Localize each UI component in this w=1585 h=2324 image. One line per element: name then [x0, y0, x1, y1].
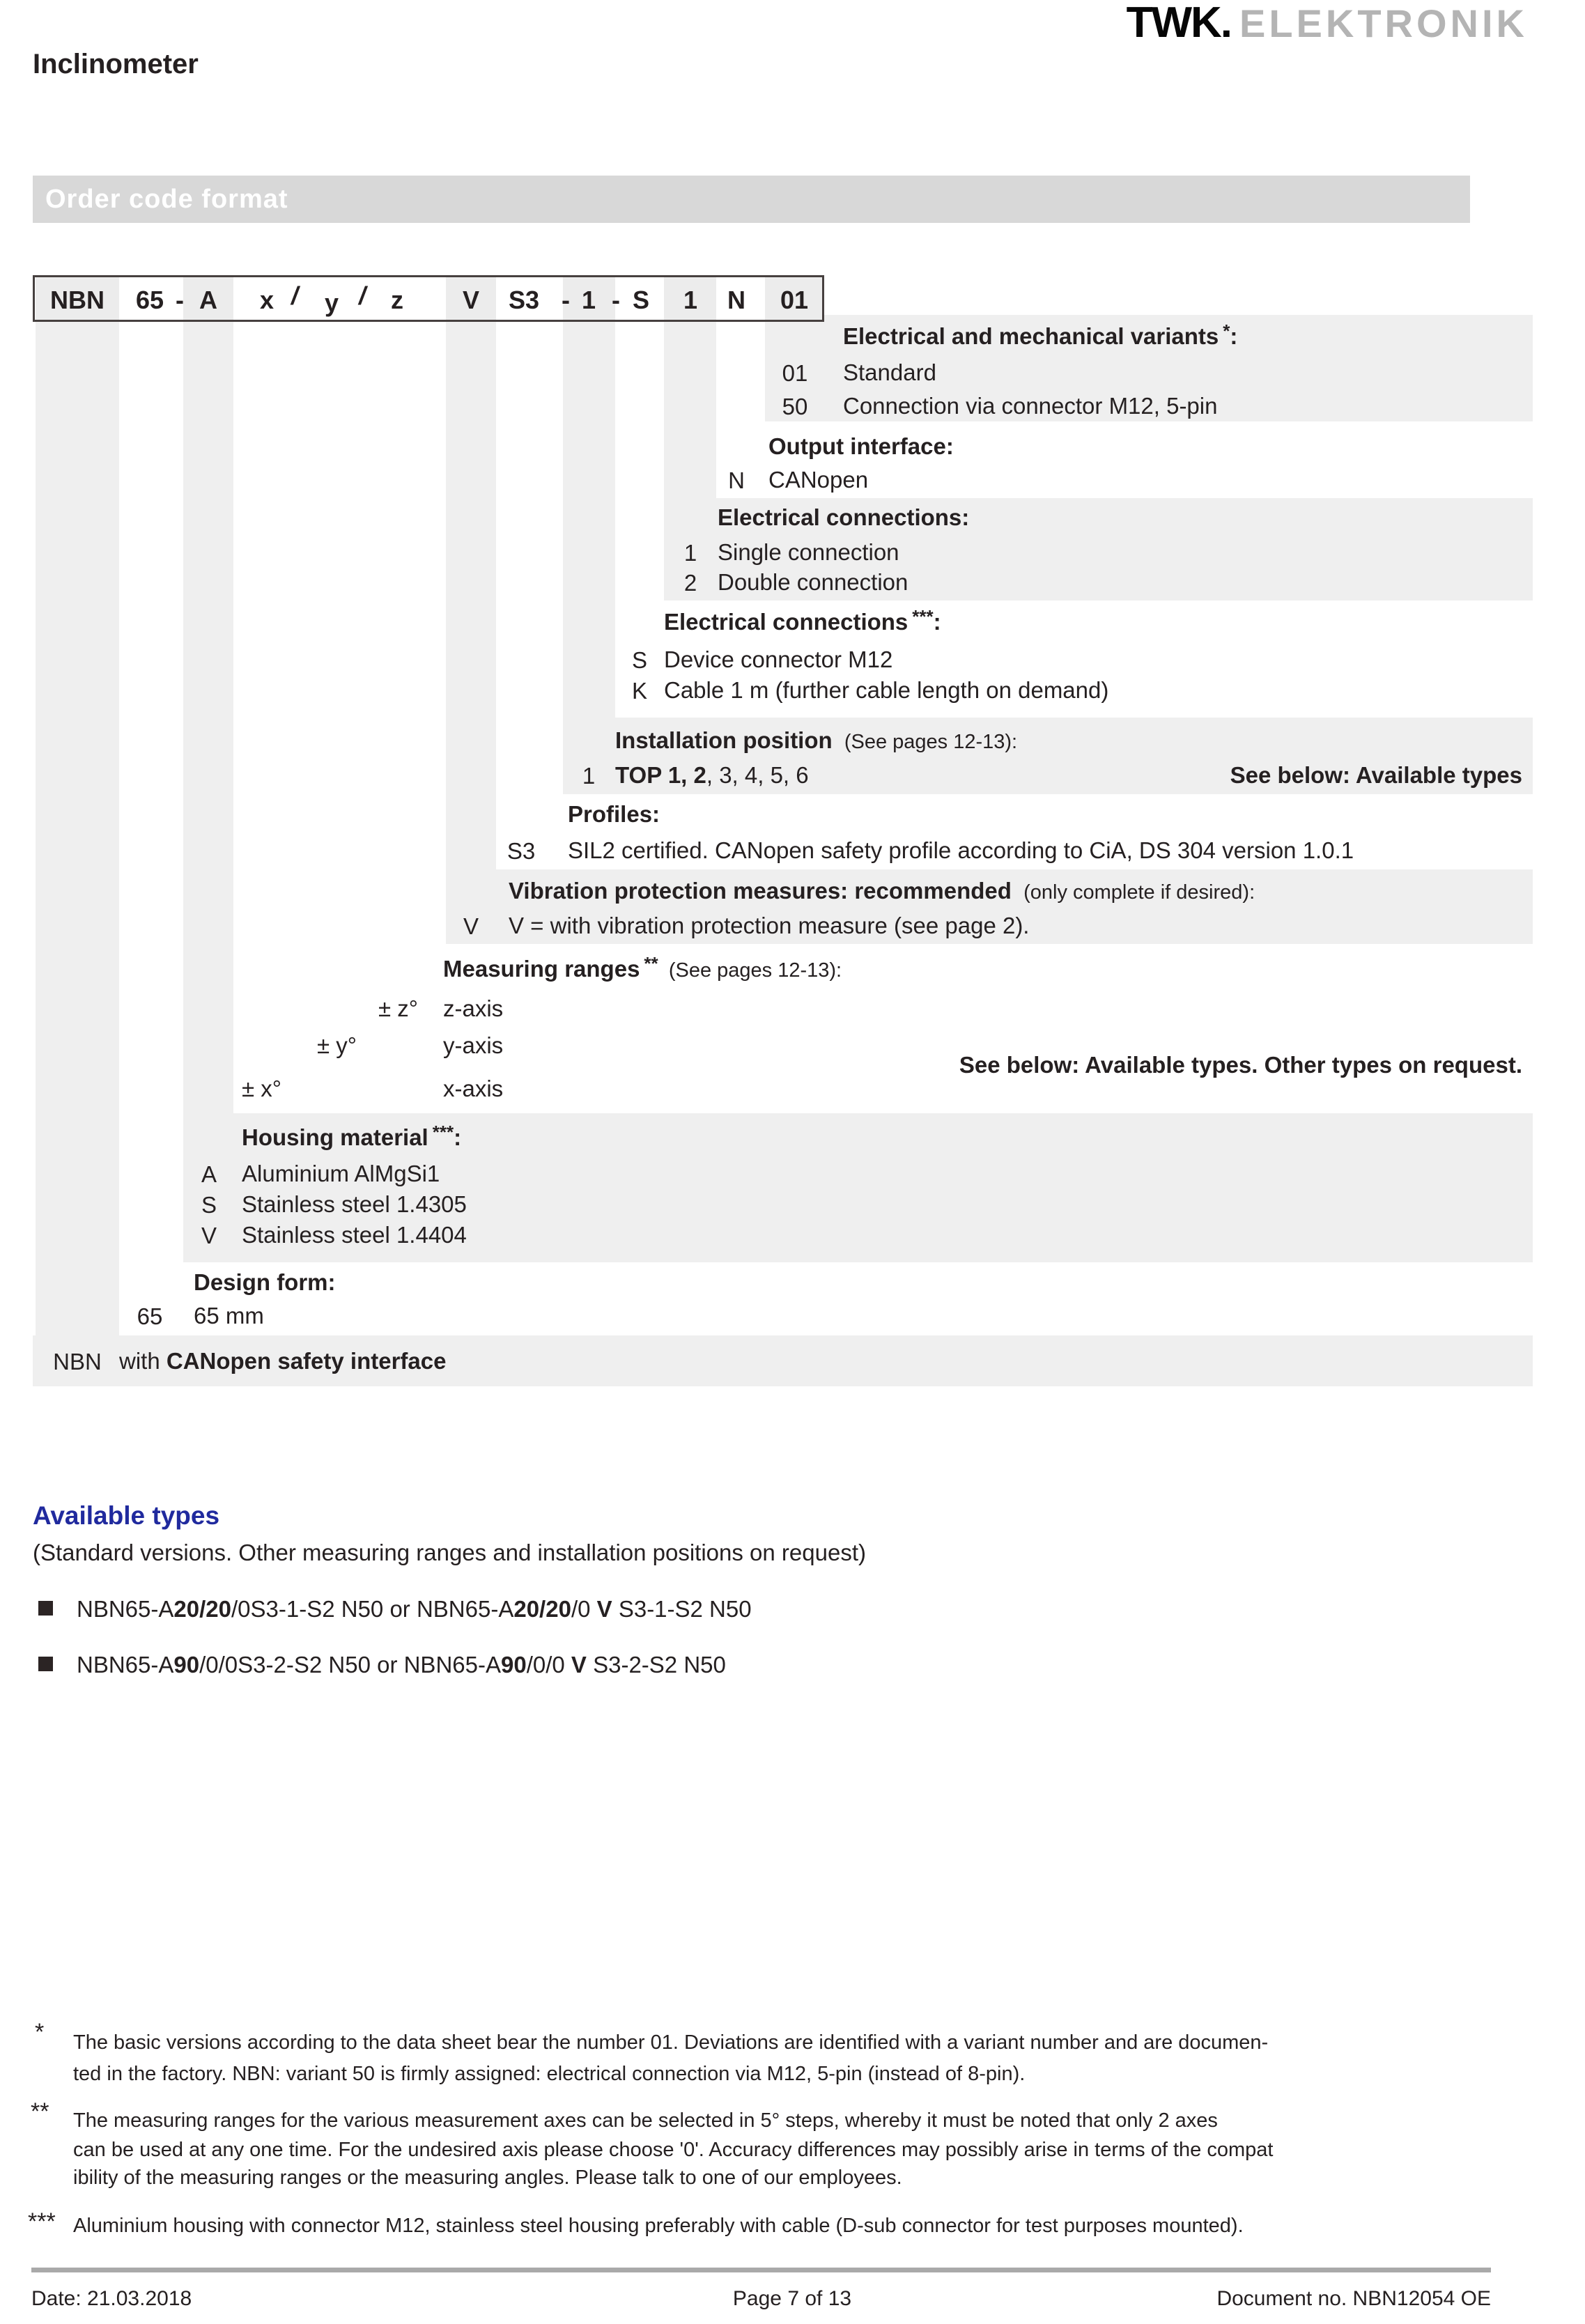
code-n: N — [727, 286, 745, 314]
stripe-housing — [183, 322, 233, 1113]
nbn-row-code: NBN — [53, 1349, 102, 1374]
code-dash3: - — [612, 286, 620, 314]
footer-divider — [31, 2268, 1491, 2272]
footer-date: Date: 21.03.2018 — [31, 2287, 192, 2310]
code-slash2: / — [358, 281, 366, 310]
page-title: Inclinometer — [33, 49, 199, 79]
elec-item-text: Single connection — [718, 539, 899, 565]
code-dash2: - — [562, 286, 570, 314]
vibration-title: Vibration protection measures: recommended (only complete if desired): — [509, 878, 1255, 904]
logo-elektronik-text: ELEKTRONIK — [1239, 1, 1528, 45]
logo-twk-text: TWK. — [1126, 0, 1231, 47]
code-65: 65 — [135, 286, 164, 314]
available-types-heading: Available types — [33, 1501, 220, 1530]
elec3-item-code: K — [631, 678, 648, 704]
available-type-2: NBN65-A90/0/0S3-2-S2 N50 or NBN65-A90/0/0 V S3-2-S2 N50 — [77, 1652, 726, 1678]
variants-title: Electrical and mechanical variants *: — [843, 320, 1238, 349]
elec3-item-text: Cable 1 m (further cable length on demand) — [664, 677, 1109, 703]
footnote-2-line-3: ibility of the measuring ranges or the measuring angles. Please talk to one of our employees. — [73, 2167, 902, 2189]
install-title: Installation position (See pages 12-13): — [615, 727, 1018, 753]
elec-item-text: Double connection — [718, 569, 909, 595]
bullet-square-icon — [38, 1601, 53, 1616]
elec3-item-code: S — [631, 647, 648, 673]
housing-item-code: A — [201, 1161, 217, 1187]
measuring-text-y: y-axis — [443, 1032, 504, 1058]
measuring-text-z: z-axis — [443, 996, 504, 1021]
footnote-3-line-1: Aluminium housing with connector M12, stainless steel housing preferably with cable (D-sub connector for test purposes mounted). — [73, 2215, 1244, 2237]
variants-item-text: Standard — [843, 359, 936, 385]
profiles-text: SIL2 certified. CANopen safety profile according to CiA, DS 304 version 1.0.1 — [568, 837, 1354, 863]
nbn-row-text: with CANopen safety interface — [119, 1348, 447, 1374]
housing-item-code: S — [201, 1192, 217, 1218]
install-see-below: See below: Available types — [1230, 762, 1522, 788]
housing-item-text: Aluminium AlMgSi1 — [242, 1161, 440, 1186]
code-a: A — [199, 286, 217, 314]
code-1-install: 1 — [581, 286, 596, 314]
code-1-elec: 1 — [683, 286, 698, 314]
code-y: y — [324, 288, 339, 317]
code-slash1: / — [291, 281, 299, 310]
available-types-subtitle: (Standard versions. Other measuring ranges and installation positions on request) — [33, 1540, 866, 1565]
footnote-marker-2: ** — [31, 2098, 49, 2125]
stripe-installation — [563, 322, 615, 718]
housing-item-text: Stainless steel 1.4404 — [242, 1222, 467, 1248]
variants-item-text: Connection via connector M12, 5-pin — [843, 393, 1218, 419]
footer-document-number: Document no. NBN12054 OE — [1216, 2287, 1491, 2310]
design-text: 65 mm — [194, 1303, 264, 1328]
code-s3: S3 — [508, 286, 540, 314]
elec3-item-text: Device connector M12 — [664, 646, 893, 672]
profiles-title: Profiles: — [568, 801, 660, 827]
housing-item-code: V — [201, 1223, 217, 1248]
footnote-2-line-2: can be used at any one time. For the undesired axis please choose '0'. Accuracy differences may possibly arise in terms of the compat — [73, 2139, 1274, 2161]
footnote-1-line-1: The basic versions according to the data sheet bear the number 01. Deviations are identified with a variant number and are documen- — [73, 2031, 1269, 2054]
housing-item-text: Stainless steel 1.4305 — [242, 1191, 467, 1217]
variants-item-code: 50 — [782, 394, 808, 419]
elec-title: Electrical connections: — [718, 504, 970, 530]
footnote-2-line-1: The measuring ranges for the various measurement axes can be selected in 5° steps, whereby it must be noted that only 2 axes — [73, 2109, 1218, 2132]
code-01: 01 — [780, 286, 809, 314]
footnote-marker-1: * — [35, 2019, 45, 2045]
install-item-text: TOP 1, 2, 3, 4, 5, 6 — [615, 762, 809, 788]
bullet-square-icon — [38, 1657, 53, 1671]
code-s: S — [632, 286, 650, 314]
measuring-see-below: See below: Available types. Other types on request. — [959, 1052, 1522, 1078]
measuring-code-x: ± x° — [242, 1076, 281, 1101]
design-title: Design form: — [194, 1269, 336, 1295]
footnote-1-line-2: ted in the factory. NBN: variant 50 is firmly assigned: electrical connection via M12, 5-pin (instead of 8-pin). — [73, 2063, 1026, 2085]
code-z: z — [391, 286, 403, 314]
install-item-code: 1 — [582, 763, 596, 789]
elec-item-code: 2 — [683, 570, 697, 596]
code-x: x — [259, 286, 275, 314]
code-v: V — [462, 286, 480, 314]
measuring-text-x: x-axis — [443, 1076, 504, 1101]
footnote-marker-3: *** — [28, 2208, 56, 2235]
measuring-code-z: ± z° — [378, 996, 418, 1021]
footer-page-number: Page 7 of 13 — [732, 2287, 852, 2310]
output-code: N — [728, 467, 745, 493]
housing-title: Housing material ***: — [242, 1122, 462, 1150]
stripe-elec-connections — [664, 322, 716, 498]
elec-item-code: 1 — [683, 540, 697, 566]
stripe-vibration — [446, 322, 496, 869]
variants-item-code: 01 — [782, 360, 808, 386]
vibration-code: V — [463, 913, 479, 939]
code-dash1: - — [176, 286, 184, 314]
design-code: 65 — [137, 1303, 163, 1329]
measuring-title: Measuring ranges ** (See pages 12-13): — [443, 953, 842, 982]
section-bar-label: Order code format — [45, 185, 288, 214]
section-bar — [33, 176, 1470, 223]
code-nbn: NBN — [50, 286, 105, 314]
output-text: CANopen — [768, 467, 869, 493]
elec3-title: Electrical connections ***: — [664, 606, 941, 635]
company-logo — [1127, 1, 1528, 45]
output-title: Output interface: — [768, 433, 954, 459]
measuring-code-y: ± y° — [317, 1032, 357, 1058]
profiles-code: S3 — [507, 838, 536, 864]
vibration-text: V = with vibration protection measure (see page 2). — [509, 913, 1030, 938]
available-type-1: NBN65-A20/20/0S3-1-S2 N50 or NBN65-A20/20/0 V S3-1-S2 N50 — [77, 1596, 752, 1622]
stripe-nbn — [36, 322, 119, 1335]
